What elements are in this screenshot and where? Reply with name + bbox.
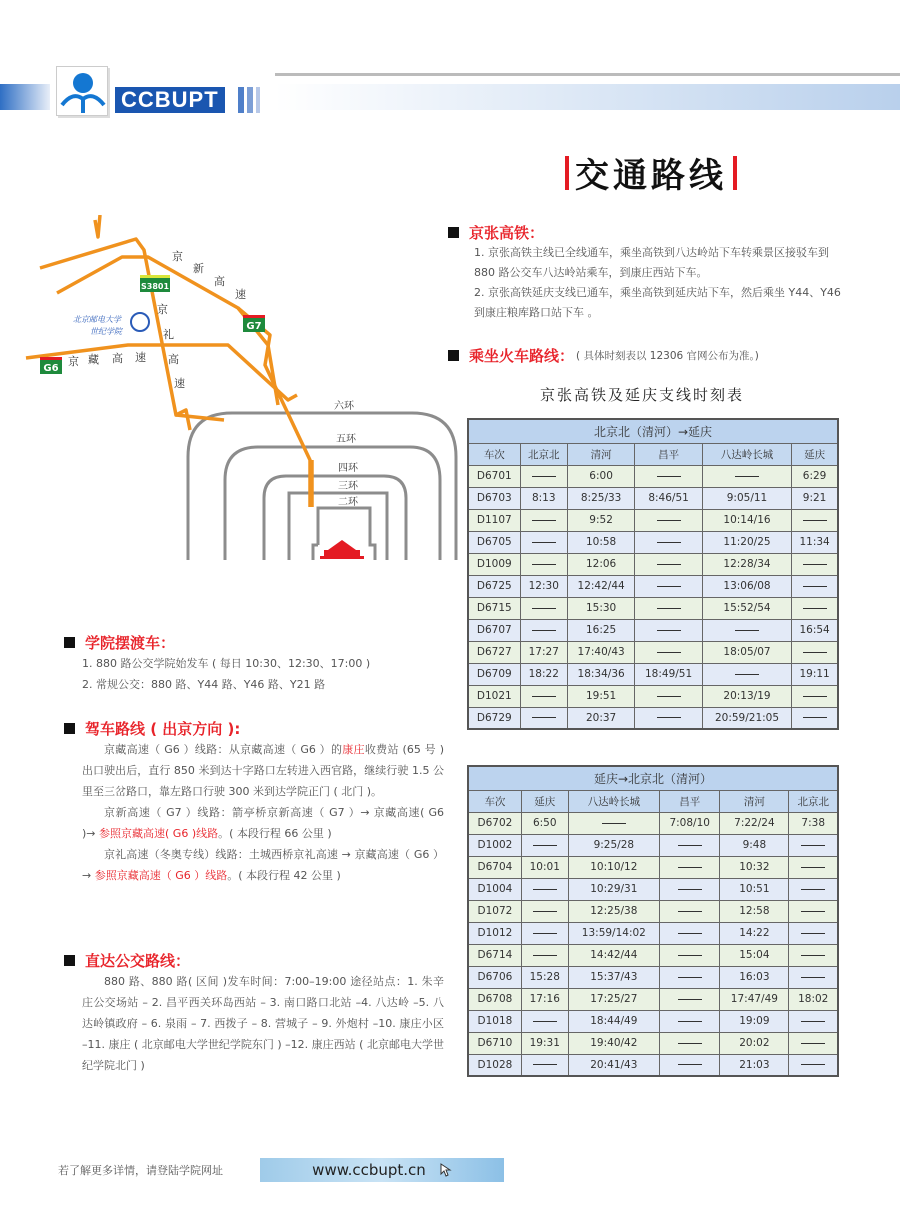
table-cell: 7:22/24 [720,812,789,834]
svg-text:京: 京 [68,355,79,368]
section-train: 乘坐火车路线： ( 具体时刻表以 12306 官网公布为准。) [448,345,848,366]
logo-text: CCBUPT [115,87,225,113]
table-cell: 20:59/21:05 [702,707,791,729]
table-cell-empty [635,619,702,641]
table-cell: 21:03 [720,1054,789,1076]
table-cell: 15:52/54 [702,597,791,619]
column-header: 延庆 [792,443,838,465]
table-cell: 17:16 [521,988,568,1010]
table-cell-empty [635,531,702,553]
table-cell: 10:32 [720,856,789,878]
section-bus: 直达公交路线： 880 路、880 路( 区间 )发车时间：7:00–19:00 途径站点：1. 朱辛庄公交场站 – 2. 昌平西关环岛西站 – 3. 南口路口北站 –4. 八达岭 –5. 八达岭镇政府 – 6. 泉雨 – 7. 西拨子 – 8. 营城子 – 9. 外炮村 –10. 康庄小区 –11. 康庄 ( 北京邮电大学世纪学院东门 ) –12. 康庄西站 ( 北京邮电大学世纪学院北门 ) [64,950,444,1076]
table-cell-empty [521,878,568,900]
table-cell-empty [521,900,568,922]
table-cell: 12:25/38 [568,900,659,922]
table-cell-empty [789,1054,838,1076]
table-cell-empty [660,988,720,1010]
table-cell: 19:11 [792,663,838,685]
table-row [468,834,838,856]
table-cell-empty [520,619,567,641]
table-cell-empty [635,575,702,597]
svg-text:京: 京 [157,303,168,316]
table-cell: 14:42/44 [568,944,659,966]
table-cell-empty [520,553,567,575]
table-row [468,487,838,509]
table-cell-empty [660,878,720,900]
table-cell: 16:03 [720,966,789,988]
table-cell: 18:44/49 [568,1010,659,1032]
table-cell: D6701 [468,465,520,487]
table-cell-empty [635,465,702,487]
header-line [275,73,900,76]
tiananmen-icon [320,540,364,559]
table-row [468,553,838,575]
table-cell: D6702 [468,812,521,834]
website-link[interactable]: www.ccbupt.cn [260,1158,504,1182]
person-logo-icon [57,67,109,117]
table-cell-empty [702,465,791,487]
table-row [468,1032,838,1054]
table-caption: 延庆→北京北（清河） [468,766,838,790]
table-cell: 12:06 [567,553,634,575]
table-cell: 10:58 [567,531,634,553]
header-gradient-right [275,84,900,110]
table-cell: D1072 [468,900,521,922]
table-cell: D6715 [468,597,520,619]
table-cell: 15:28 [521,966,568,988]
table-cell: 18:22 [520,663,567,685]
table-cell-empty [702,619,791,641]
table-row [468,1010,838,1032]
table-row [468,856,838,878]
svg-text:三环: 三环 [338,481,358,492]
page-title: 交通路线 [565,148,737,197]
table-cell: 18:49/51 [635,663,702,685]
table-cell: 10:29/31 [568,878,659,900]
table-cell: 19:09 [720,1010,789,1032]
table-row [468,966,838,988]
table-cell: 16:54 [792,619,838,641]
column-header: 昌平 [635,443,702,465]
table-cell-empty [660,856,720,878]
table-cell: 13:06/08 [702,575,791,597]
header-gradient-left [0,84,50,110]
svg-text:京: 京 [172,250,183,263]
table-row [468,1054,838,1076]
svg-text:礼: 礼 [163,328,174,341]
table-cell-empty [521,944,568,966]
table-cell: 9:05/11 [702,487,791,509]
logo-stripes [238,87,260,113]
table-cell: 8:46/51 [635,487,702,509]
table-cell: D6707 [468,619,520,641]
table-cell: 15:37/43 [568,966,659,988]
svg-text:S3801: S3801 [140,282,170,291]
table-cell: 16:25 [567,619,634,641]
table-cell: 12:58 [720,900,789,922]
svg-text:G7: G7 [246,321,262,332]
svg-text:二环: 二环 [338,497,358,508]
table-row [468,685,838,707]
svg-text:新: 新 [193,262,204,275]
table-cell: 18:34/36 [567,663,634,685]
table-cell: 12:42/44 [567,575,634,597]
table-cell: 12:28/34 [702,553,791,575]
column-header: 昌平 [660,790,720,812]
table-cell-empty [789,1032,838,1054]
table-cell-empty [660,900,720,922]
section-hsr: 京张高铁： 1. 京张高铁主线已全线通车，乘坐高铁到八达岭站下车转乘景区接驳车到 880 路公交车八达岭站乘车，到康庄西站下车。 2. 京张高铁延庆支线已通车，乘坐高铁到延庆站下车，然后乘坐 Y44、Y46 到康庄粮库路口站下车 。 [448,222,848,323]
table-cell: 9:25/28 [568,834,659,856]
svg-text:六环: 六环 [334,401,354,412]
table-cell: 9:48 [720,834,789,856]
table-cell: D6709 [468,663,520,685]
table-cell-empty [520,685,567,707]
table-cell: 6:50 [521,812,568,834]
table-cell-empty [520,531,567,553]
table-row [468,531,838,553]
table-row [468,900,838,922]
table-cell: 19:40/42 [568,1032,659,1054]
table-cell: 17:25/27 [568,988,659,1010]
table-cell: 14:22 [720,922,789,944]
table-cell-empty [792,707,838,729]
table-cell-empty [635,553,702,575]
bullet-icon [64,637,75,648]
logo-emblem [56,66,108,116]
svg-text:五环: 五环 [336,434,356,445]
table-row [468,575,838,597]
table-cell: D1018 [468,1010,521,1032]
table-cell-empty [789,922,838,944]
svg-text:高: 高 [112,352,123,365]
table-cell-empty [792,597,838,619]
table-caption: 北京北（清河）→延庆 [468,419,838,443]
table-cell-empty [789,878,838,900]
table-cell: 8:13 [520,487,567,509]
table-cell-empty [792,641,838,663]
svg-text:高: 高 [168,353,179,366]
svg-text:高: 高 [214,275,225,288]
svg-text:四环: 四环 [338,463,358,474]
table-cell: D6703 [468,487,520,509]
table-cell: 11:20/25 [702,531,791,553]
table-cell: 19:51 [567,685,634,707]
table-cell: 20:41/43 [568,1054,659,1076]
table-cell: D6704 [468,856,521,878]
svg-text:藏: 藏 [88,353,99,366]
table-cell-empty [789,944,838,966]
table-cell: D6705 [468,531,520,553]
svg-text:世纪学院: 世纪学院 [90,327,122,336]
table-cell: D6708 [468,988,521,1010]
table-cell: 17:40/43 [567,641,634,663]
table-row [468,465,838,487]
table-row [468,663,838,685]
bullet-icon [64,955,75,966]
table-cell: 19:31 [521,1032,568,1054]
table-cell-empty [635,685,702,707]
column-header: 清河 [720,790,789,812]
table-cell-empty [520,707,567,729]
table-row [468,707,838,729]
table-row [468,812,838,834]
bullet-icon [448,227,459,238]
svg-text:速: 速 [174,377,185,390]
table-cell: 18:05/07 [702,641,791,663]
table-row [468,944,838,966]
table-cell-empty [660,1054,720,1076]
table-cell-empty [521,834,568,856]
table-cell: 17:47/49 [720,988,789,1010]
title-bar-right [733,156,737,190]
table-row [468,597,838,619]
table-cell-empty [521,922,568,944]
table-row [468,619,838,641]
table-cell: D1002 [468,834,521,856]
table-cell-empty [702,663,791,685]
table-cell: 10:01 [521,856,568,878]
table-cell: 17:27 [520,641,567,663]
table-row [468,878,838,900]
table-cell: 10:51 [720,878,789,900]
column-header: 车次 [468,790,521,812]
table-cell-empty [792,509,838,531]
table-cell: D6725 [468,575,520,597]
hsr-line-2: 2. 京张高铁延庆支线已通车，乘坐高铁到延庆站下车，然后乘坐 Y44、Y46 到康庄粮库路口站下车 。 [474,286,841,319]
table-cell-empty [660,944,720,966]
column-header: 延庆 [521,790,568,812]
table-cell: 18:02 [789,988,838,1010]
table-cell-empty [789,1010,838,1032]
timetable-title: 京张高铁及延庆支线时刻表 [540,386,745,404]
table-cell-empty [789,834,838,856]
section-drive: 驾车路线 ( 出京方向 ): 京藏高速（ G6 ）线路：从京藏高速（ G6 ）的康庄收费站 (65 号 ) 出口驶出后，直行 850 米到达十字路口左转进入西官路，继续行驶 1.5 公里至三岔路口，靠左路口行驶 300 米到达学院正门 ( 北门 )。 京新高速（ G7 ）线路：箭亭桥京新高速（ G7 ）→ 京藏高速( G6 )→ 参照京藏高速( G6 )线路。( 本段行程 66 公里 ) 京礼高速（冬奥专线）线路：土城西桥京礼高速 → 京藏高速（ G6 ）→ 参照京藏高速（ G6 ）线路。( 本段行程 42 公里 ) [64,718,444,886]
table-cell-empty [635,641,702,663]
table-cell: 9:21 [792,487,838,509]
column-header: 车次 [468,443,520,465]
column-header: 北京北 [520,443,567,465]
hsr-line-1: 1. 京张高铁主线已全线通车，乘坐高铁到八达岭站下车转乘景区接驳车到 880 路公交车八达岭站乘车，到康庄西站下车。 [474,246,829,279]
table-cell-empty [660,834,720,856]
table-cell: 15:04 [720,944,789,966]
table-cell: 9:52 [567,509,634,531]
column-header: 八达岭长城 [568,790,659,812]
svg-text:速: 速 [235,288,246,301]
table-cell-empty [660,1010,720,1032]
table-cell-empty [660,1032,720,1054]
table-row [468,641,838,663]
table-cell-empty [521,1010,568,1032]
svg-text:速: 速 [135,351,146,364]
table-cell-empty [789,966,838,988]
table-cell: D1028 [468,1054,521,1076]
table-cell-empty [789,856,838,878]
table-cell: D1009 [468,553,520,575]
bullet-icon [448,350,459,361]
pointer-cursor-icon [440,1163,452,1177]
table-cell: 6:00 [567,465,634,487]
table-cell: D6727 [468,641,520,663]
table-cell: 7:08/10 [660,812,720,834]
table-cell: 12:30 [520,575,567,597]
table-row [468,922,838,944]
school-logo-icon [131,313,149,331]
table-cell: 20:02 [720,1032,789,1054]
footer-text: 若了解更多详情，请登陆学院网址 [58,1164,223,1177]
table-cell-empty [635,707,702,729]
table-cell: D6729 [468,707,520,729]
table-cell-empty [792,553,838,575]
table-cell: D6714 [468,944,521,966]
table-cell: 15:30 [567,597,634,619]
table-cell-empty [568,812,659,834]
table-cell-empty [635,597,702,619]
table-cell: D1021 [468,685,520,707]
table-cell-empty [520,597,567,619]
table-cell-empty [660,922,720,944]
section-shuttle: 学院摆渡车： 1. 880 路公交学院始发车 ( 每日 10:30、12:30、17:00 ) 2. 常规公交：880 路、Y44 路、Y46 路、Y21 路 [64,632,454,695]
table-cell: 10:14/16 [702,509,791,531]
column-header: 北京北 [789,790,838,812]
svg-text:G6: G6 [43,363,59,374]
title-bar-left [565,156,569,190]
table-cell-empty [521,1054,568,1076]
table-cell: 13:59/14:02 [568,922,659,944]
table-cell: D1004 [468,878,521,900]
bullet-icon [64,723,75,734]
svg-text:北京邮电大学: 北京邮电大学 [73,315,121,324]
table-cell-empty [520,465,567,487]
table-cell: D6706 [468,966,521,988]
table-cell: 8:25/33 [567,487,634,509]
table-cell: D6710 [468,1032,521,1054]
table-cell-empty [660,966,720,988]
table-cell-empty [792,685,838,707]
table-cell: 20:37 [567,707,634,729]
table-cell-empty [520,509,567,531]
column-header: 清河 [567,443,634,465]
table-row [468,988,838,1010]
table-cell: 6:29 [792,465,838,487]
table-cell: 20:13/19 [702,685,791,707]
table-cell-empty [792,575,838,597]
timetable-to-beijing [467,765,839,1077]
table-row [468,509,838,531]
table-cell: 10:10/12 [568,856,659,878]
column-header: 八达岭长城 [702,443,791,465]
table-cell-empty [789,900,838,922]
table-cell: 7:38 [789,812,838,834]
route-map [0,215,460,585]
table-cell: D1107 [468,509,520,531]
table-cell-empty [635,509,702,531]
timetable-to-yanqing [467,418,839,730]
table-cell: 11:34 [792,531,838,553]
table-cell: D1012 [468,922,521,944]
